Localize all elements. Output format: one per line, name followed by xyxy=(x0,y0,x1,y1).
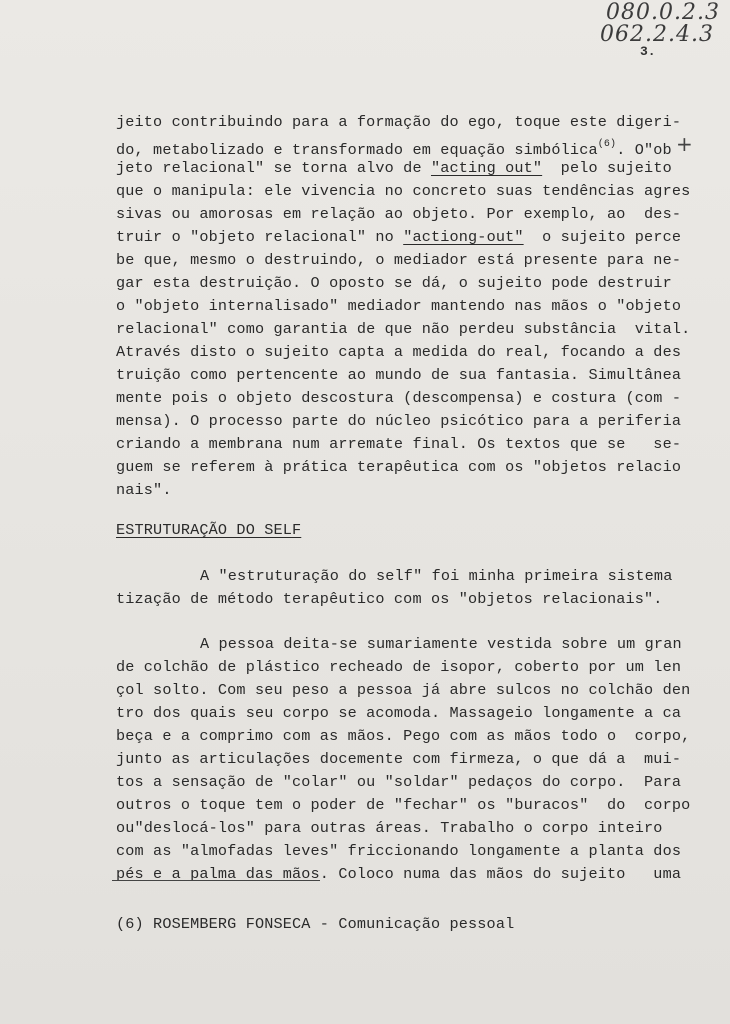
text-line: A "estruturação do self" foi minha primeira sistema xyxy=(200,567,673,585)
footnote: (6) ROSEMBERG FONSECA - Comunicação pessoal xyxy=(116,915,515,933)
text-line: do, metabolizado e transformado em equação simbólica$^{(6)}$. O"ob xyxy=(116,139,672,159)
footnote-divider xyxy=(112,880,320,881)
text-line: ou"deslocá-los" para outras áreas. Trabalho o corpo inteiro xyxy=(116,819,663,837)
text-line: relacional" como garantia de que não perdeu substância vital. xyxy=(116,320,691,338)
text-line: çol solto. Com seu peso a pessoa já abre sulcos no colchão den xyxy=(116,681,691,699)
text-line: de colchão de plástico recheado de isopor, coberto por um len xyxy=(116,658,682,676)
text-line: tos a sensação de "colar" ou "soldar" pedaços do corpo. Para xyxy=(116,773,682,791)
text-line: outros o toque tem o poder de "fechar" os "buracos" do corpo xyxy=(116,796,691,814)
text-line: que o manipula: ele vivencia no concreto suas tendências agres xyxy=(116,182,691,200)
text-line: guem se referem à prática terapêutica com os "objetos relacio xyxy=(116,458,682,476)
text-line: pés e a palma das mãos. Coloco numa das mãos do sujeito uma xyxy=(116,865,682,883)
text-line: tro dos quais seu corpo se acomoda. Massageio longamente a ca xyxy=(116,704,682,722)
underlined-term: "actiong-out" xyxy=(403,228,524,246)
underlined-term: "acting out" xyxy=(430,159,543,177)
text-line: criando a membrana num arremate final. Os textos que se se- xyxy=(116,435,682,453)
text-line: truir o "objeto relacional" no "actiong-out" o sujeito perce xyxy=(116,228,682,246)
text-line: com as "almofadas leves" friccionando longamente a planta dos xyxy=(116,842,682,860)
text-line: gar esta destruição. O oposto se dá, o sujeito pode destruir xyxy=(116,274,672,292)
text-line: nais". xyxy=(116,481,172,499)
text-line: junto as articulações docemente com firmeza, o que dá a mui- xyxy=(116,750,682,768)
handwritten-reference-2: 062.2.4.3 xyxy=(600,22,714,47)
text-line: sivas ou amorosas em relação ao objeto. Por exemplo, ao des- xyxy=(116,205,682,223)
footnote-marker: (6) xyxy=(597,139,617,150)
text-line: tização de método terapêutico com os "objetos relacionais". xyxy=(116,590,663,608)
text-line: mente pois o objeto descostura (descompensa) e costura (com - xyxy=(116,389,682,407)
text-line: beça e a comprimo com as mãos. Pego com as mãos todo o corpo, xyxy=(116,727,691,745)
text-line: jeito contribuindo para a formação do ego, toque este digeri- xyxy=(116,113,682,131)
handwritten-reference-1: 080.0.2.3 xyxy=(606,0,720,25)
page-number: 3. xyxy=(640,44,656,59)
text-line: A pessoa deita-se sumariamente vestida sobre um gran xyxy=(200,635,682,653)
text-line: be que, mesmo o destruindo, o mediador está presente para ne- xyxy=(116,251,682,269)
section-heading: ESTRUTURAÇÃO DO SELF xyxy=(116,521,302,539)
text-line: truição como pertencente ao mundo de sua fantasia. Simultânea xyxy=(116,366,682,384)
text-line: jeto relacional" se torna alvo de "acting out" pelo sujeito xyxy=(116,159,672,177)
margin-mark: + xyxy=(676,132,693,156)
text-line: o "objeto internalisado" mediador mantendo nas mãos o "objeto xyxy=(116,297,682,315)
text-line: mensa). O processo parte do núcleo psicótico para a periferia xyxy=(116,412,682,430)
text-line: Através disto o sujeito capta a medida do real, focando a des xyxy=(116,343,682,361)
